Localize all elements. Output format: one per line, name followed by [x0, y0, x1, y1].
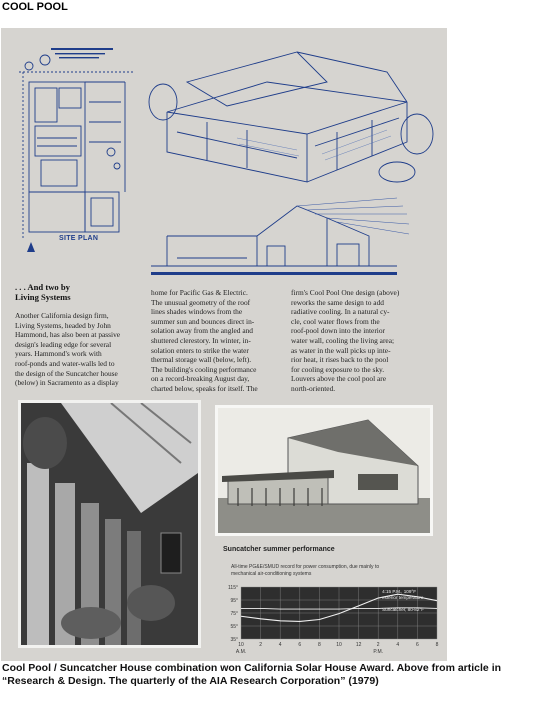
chart-x-tick-label: 8 [435, 642, 439, 648]
chart-annotation: 4:15 P.M., 109°F [382, 589, 417, 594]
page-title: COOL POOL [2, 1, 68, 13]
article-heading-line-1: . . . And two by [15, 282, 70, 292]
chart-annotation: exterior temperature [382, 595, 424, 600]
article-heading [15, 282, 141, 302]
interior-water-wall-photo [18, 400, 201, 648]
chart-x-tick-label: 12 [355, 642, 362, 648]
chart-annotation: Suncatcher, 80-82°F [382, 607, 425, 612]
chart-x-tick-label: 10 [336, 642, 342, 648]
scanned-magazine-page [1, 28, 447, 661]
chart-y-tick-label: 95° [230, 597, 238, 604]
chart-x-tick-label: 6 [416, 642, 419, 648]
article-paragraph-2: home for Pacific Gas & Electric. The unusual geometry of the roof lines shades windows from the summer sun and bounces direct in- solation away from the angled and shuttered clerestory. In winter, in- solation enters to strike the water thermal storage wall (below, left). The building's cooling performance on a record-breaking August day, charted below, speaks for itself. The [151, 288, 258, 393]
article-paragraph-3: firm's Cool Pool One design (above) reworks the same design to add radiative cooling. In a natural cy- cle, cool water flows from the roof-pool down into the interior water wall, cooling the living area; as water in the wall picks up inte- rior heat, it rises back to the pool for cooling exposure to the sky. Louvers above the cool pool are north-oriented. [291, 288, 400, 393]
chart-x-tick-label: 4 [278, 642, 282, 648]
article-paragraph-1: Another California design firm, Living Systems, headed by John Hammond, has also been at passive design's leading edge for several years. Hammond's work with roof-ponds and water-walls led to the design of the Suncatcher house (below) in Sacramento as a display [15, 311, 121, 388]
article-column-3 [291, 288, 427, 394]
chart-x-tick-label: 4 [396, 642, 400, 648]
image-caption: Cool Pool / Suncatcher House combination won California Solar House Award. Above from article in “Research & Design. The quarterly of the AIA Research Corporation” (1979) [2, 662, 502, 687]
chart-x-tick-label: 10 [238, 642, 244, 648]
chart-y-tick-label: 75° [230, 610, 238, 617]
chart-x-tick-label: 8 [318, 642, 321, 648]
chart-title: Suncatcher summer performance [223, 546, 335, 553]
chart-x-period-label: A.M. [235, 649, 247, 655]
chart-y-tick-label: 115° [228, 584, 238, 591]
house-perspective-drawing [147, 42, 437, 192]
site-plan-label: SITE PLAN [59, 235, 99, 242]
chart-x-period-label: P.M. [373, 649, 384, 655]
chart-x-tick-label: 6 [298, 642, 302, 648]
article-column-2 [151, 288, 277, 394]
chart-y-tick-label: 55° [230, 623, 238, 630]
article-column-1 [15, 282, 141, 388]
performance-chart [213, 581, 443, 661]
chart-y-tick-label: 35° [230, 636, 238, 643]
chart-x-tick-label: 2 [259, 642, 262, 648]
suncatcher-exterior-photo [215, 405, 433, 536]
chart-note: All-time PG&E/SMUD record for power consumption, due mainly to mechanical air-conditioning systems [231, 564, 380, 577]
house-section-drawing [147, 196, 437, 284]
chart-x-tick-label: 2 [376, 642, 380, 648]
article-heading-line-2: Living Systems [15, 292, 71, 302]
